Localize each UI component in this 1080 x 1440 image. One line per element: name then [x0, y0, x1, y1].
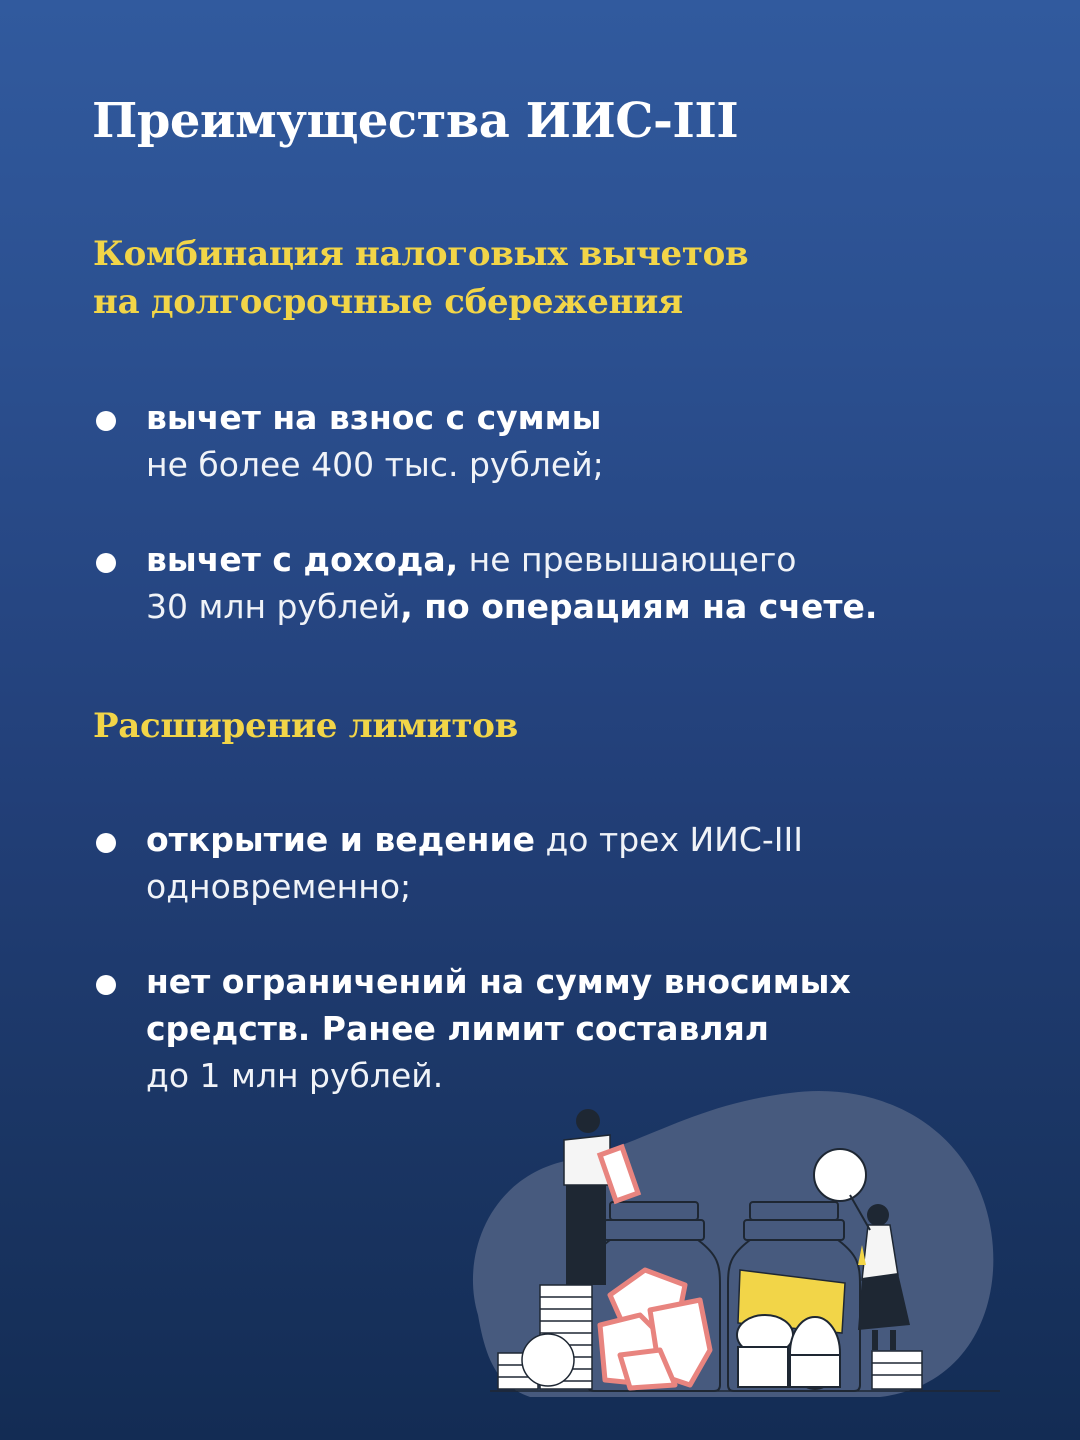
- bullet-bold-text: открытие и ведение: [146, 820, 535, 859]
- page-title: Преимущества ИИС-III: [92, 93, 739, 149]
- bullet-bold-text: нет ограничений на сумму вносимых: [146, 962, 851, 1001]
- bullet-bold-text: , по операциям на счете.: [400, 587, 878, 626]
- bullet-text: [146, 816, 1006, 910]
- bullet-regular-text: до трех ИИС-III: [535, 820, 803, 859]
- bullet-text: [146, 536, 1006, 630]
- bullet-text: [146, 958, 1006, 1099]
- bullet-bold-text: вычет на взнос с суммы: [146, 398, 602, 437]
- coins-in-jar-icon: [737, 1315, 840, 1389]
- bullet-regular-text: не более 400 тыс. рублей;: [146, 445, 604, 484]
- bullet-dot-icon: [96, 975, 116, 995]
- section-heading-limits: [93, 702, 518, 750]
- bullet-bold-text: вычет с дохода,: [146, 540, 459, 579]
- bullet-regular-text: не превышающего: [458, 540, 797, 579]
- heading-line: Комбинация налоговых вычетов: [93, 234, 749, 274]
- bullet-regular-text: одновременно;: [146, 867, 412, 906]
- section-heading-deductions: [93, 230, 748, 326]
- bullet-text: [146, 394, 1006, 488]
- bullet-bold-text: средств. Ранее лимит составлял: [146, 1009, 769, 1048]
- bullet-dot-icon: [96, 553, 116, 573]
- savings-jars-illustration: [460, 1085, 1020, 1415]
- coin-icon: [814, 1149, 866, 1201]
- bullet-regular-text: 30 млн рублей: [146, 587, 401, 626]
- bullet-dot-icon: [96, 833, 116, 853]
- bullet-dot-icon: [96, 411, 116, 431]
- heading-line: на долгосрочные сбережения: [93, 282, 683, 322]
- heading-line: Расширение лимитов: [93, 706, 518, 746]
- bullet-regular-text: до 1 млн рублей.: [146, 1056, 444, 1095]
